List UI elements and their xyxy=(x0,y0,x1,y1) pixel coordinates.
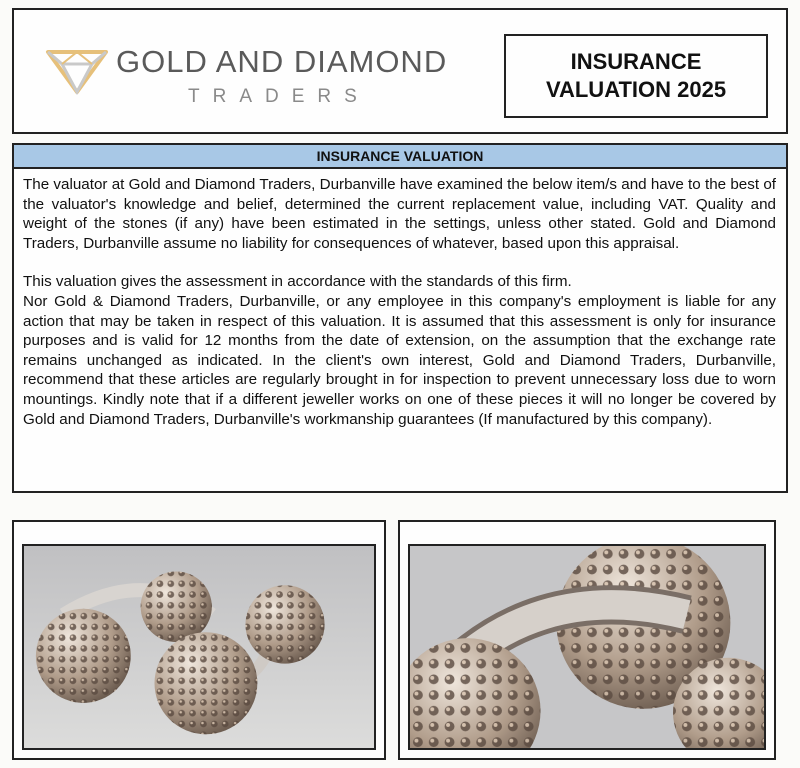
photo-left xyxy=(22,544,376,750)
diamond-logo-icon xyxy=(42,42,112,98)
document-title-line2: VALUATION 2025 xyxy=(545,77,727,102)
cufflinks-photo xyxy=(24,546,374,748)
cufflink-closeup-photo xyxy=(410,546,764,748)
brand-name: GOLD AND DIAMOND xyxy=(116,44,448,79)
photo-right xyxy=(408,544,766,750)
brand-subtitle: TRADERS xyxy=(188,86,370,107)
valuation-paragraph-3: Nor Gold & Diamond Traders, Durbanville, or any employee in this company's employment is liable for any action that may be taken in respect of this valuation. It is assumed that this assessment is only for insurance purposes and is valid for 12 months from the date of extension, on the assumption that the exchange rate remains unchanged as indicated. In the client's own interest, Gold and Diamond Traders, Durbanville, recommend that these articles are regularly brought in for inspection to prevent unnecessary loss due to worn mountings. Kindly note that if a different jeweller works on one of these pieces it will no longer be covered by Gold and Diamond Traders, Durbanville's workmanship guarantees (If manufactured by this company). xyxy=(23,292,776,428)
valuation-paragraph-1: The valuator at Gold and Diamond Traders, Durbanville have examined the below item/s and have to the best of the valuator's knowledge and belief, determined the current replacement value, including VAT. Quality and weight of the stones (if any) have been estimated in the settings, unless other stated. Gold and Diamond Traders, Durbanville assume no liability for consequences of whatever, based upon this appraisal. xyxy=(23,176,776,252)
photo-frame-right xyxy=(398,520,776,760)
header-box xyxy=(12,8,788,134)
brand-logo xyxy=(42,38,482,118)
section-title: INSURANCE VALUATION xyxy=(14,145,786,169)
document-title-line1: INSURANCE xyxy=(570,49,702,74)
valuation-section xyxy=(12,143,788,493)
valuation-text xyxy=(14,169,786,429)
document-title-box xyxy=(504,34,768,118)
photo-frame-left xyxy=(12,520,386,760)
valuation-paragraph-2: This valuation gives the assessment in accordance with the standards of this firm. xyxy=(23,273,572,291)
